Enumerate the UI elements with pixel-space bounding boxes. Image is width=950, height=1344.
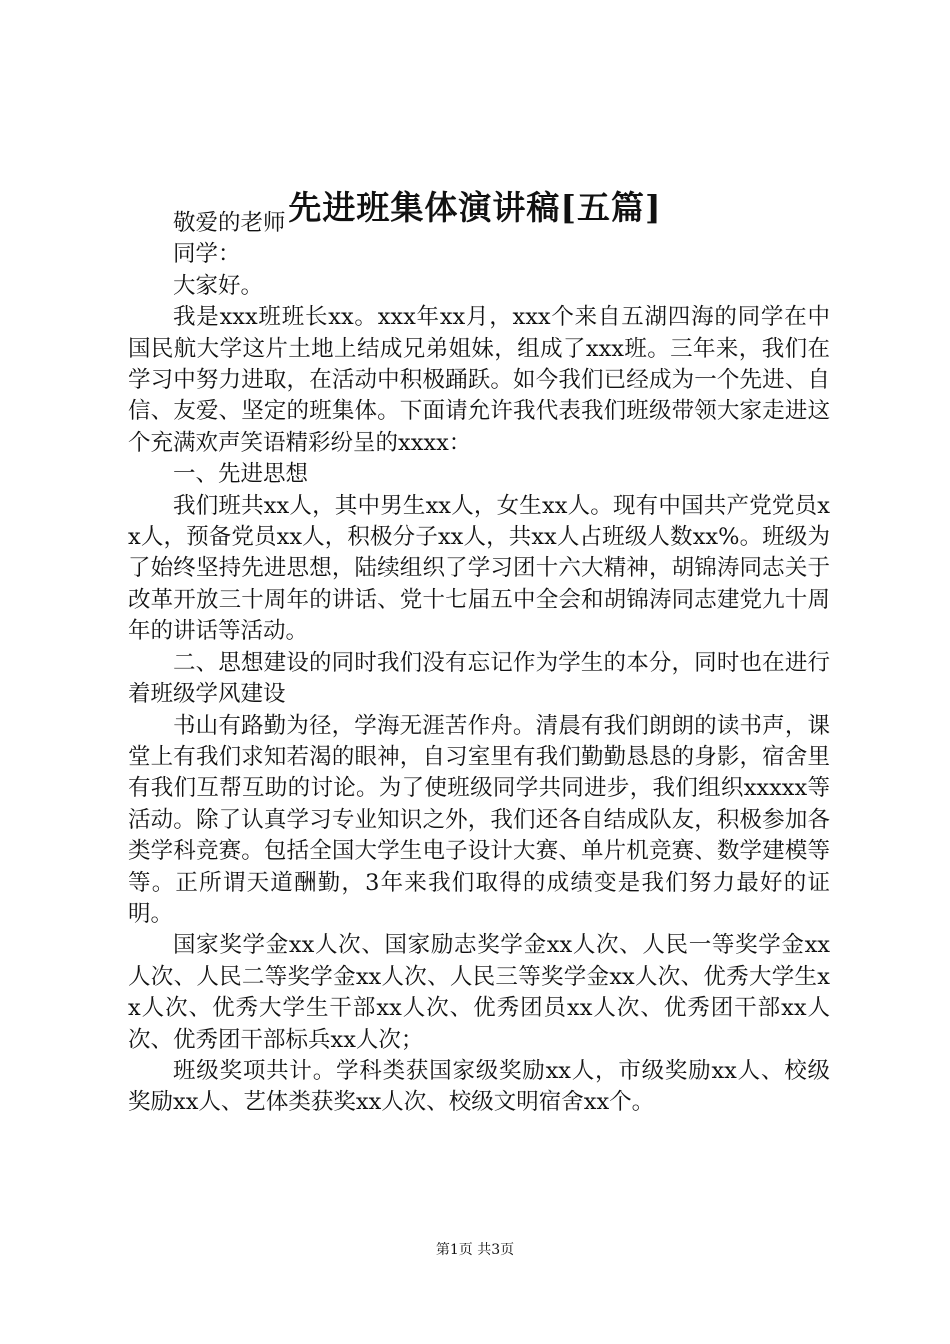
- greeting: 大家好。: [173, 272, 264, 299]
- scholarships-paragraph: 国家奖学金xx人次、国家励志奖学金xx人次、人民一等奖学金xx人次、人民二等奖学金xx人次、人民三等奖学金xx人次、优秀大学生xx人次、优秀大学生干部xx人次、优秀团员xx人次、优秀团干部xx人次、优秀团干部标兵xx人次；: [128, 932, 830, 1053]
- salutation-students: 同学：: [173, 241, 241, 268]
- document-body: [128, 208, 830, 1119]
- page-number: 第1页 共3页: [435, 1242, 515, 1258]
- class-composition-paragraph: 我们班共xx人，其中男生xx人，女生xx人。现有中国共产党党员xx人，预备党员xx人，积极分子xx人，共xx人占班级人数xx%。班级为了始终坚持先进思想，陆续组织了学习团十六大精神，胡锦涛同志关于改革开放三十周年的讲话、党十七届五中全会和胡锦涛同志建党九十周年的讲话等活动。: [128, 492, 830, 645]
- class-awards-paragraph: 班级奖项共计。学科类获国家级奖励xx人，市级奖励xx人、校级奖励xx人、艺体类获奖xx人次、校级文明宿舍xx个。: [128, 1057, 830, 1116]
- introduction-paragraph: 我是xxx班班长xx。xxx年xx月，xxx个来自五湖四海的同学在中国民航大学这片土地上结成兄弟姐妹，组成了xxx班。三年来，我们在学习中努力进取，在活动中积极踊跃。如今我们已经成为一个先进、自信、友爱、坚定的班集体。下面请允许我代表我们班级带领大家走进这个充满欢声笑语精彩纷呈的xxxx：: [128, 304, 830, 456]
- study-style-paragraph: 书山有路勤为径，学海无涯苦作舟。清晨有我们朗朗的读书声，课堂上有我们求知若渴的眼神，自习室里有我们勤勤恳恳的身影，宿舍里有我们互帮互助的讨论。为了使班级同学共同进步，我们组织xxxxx等活动。除了认真学习专业知识之外，我们还各自结成队友，积极参加各类学科竞赛。包括全国大学生电子设计大赛、单片机竞赛、数学建模等等。正所谓天道酬勤，3年来我们取得的成绩变是我们努力最好的证明。: [128, 712, 830, 927]
- section-heading-1: 一、先进思想: [173, 461, 309, 488]
- salutation-teacher: 敬爱的老师: [173, 210, 286, 236]
- section-heading-2: 二、思想建设的同时我们没有忘记作为学生的本分，同时也在进行着班级学风建设: [128, 649, 830, 708]
- document-title: 先进班集体演讲稿[五篇]: [288, 188, 662, 227]
